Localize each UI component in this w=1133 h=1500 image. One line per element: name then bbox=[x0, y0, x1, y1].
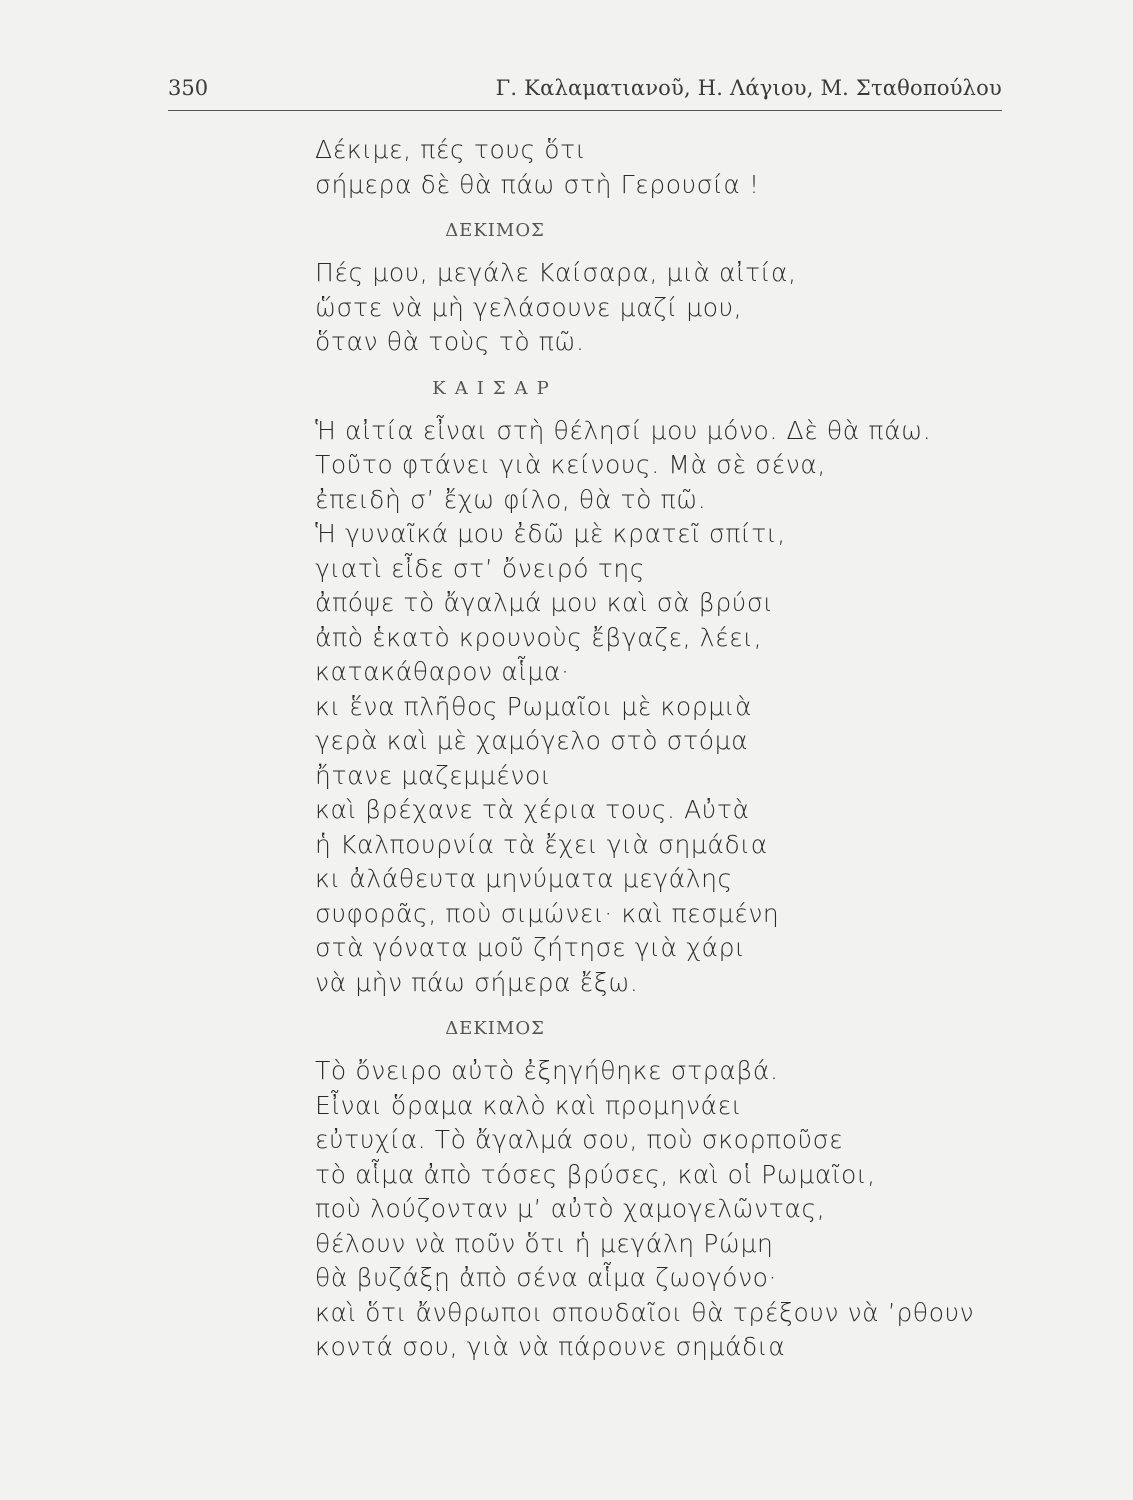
verse-line: θὰ βυζάξῃ ἀπὸ σένα αἷμα ζωογόνο· bbox=[315, 1263, 778, 1292]
verse-line: Πές μου, μεγάλε Καίσαρα, μιὰ αἰτία, bbox=[315, 258, 797, 287]
verse-line: ἡ Καλπουρνία τὰ ἔχει γιὰ σημάδια bbox=[315, 829, 768, 859]
verse-line: εὐτυχία. Τὸ ἄγαλμά σου, ποὺ σκορποῦσε bbox=[315, 1125, 844, 1154]
verse-line: κι ἕνα πλῆθος Ρωμαῖοι μὲ κορμιὰ bbox=[315, 691, 753, 721]
verse-line: τὸ αἷμα ἀπὸ τόσες βρύσες, καὶ οἱ Ρωμαῖοι, bbox=[315, 1159, 876, 1189]
verse-line: ἀπόψε τὸ ἄγαλμά μου καὶ σὰ βρύσι bbox=[315, 588, 774, 617]
verse-line: ἀπὸ ἑκατὸ κρουνοὺς ἔβγαζε, λέει, bbox=[315, 622, 763, 652]
verse-line: καὶ βρέχανε τὰ χέρια τους. Αὐτὰ bbox=[315, 795, 750, 824]
speech-block bbox=[315, 212, 1015, 360]
verse-line: ὥστε νὰ μὴ γελάσουνε μαζί μου, bbox=[315, 292, 743, 322]
verse-line: Τοῦτο φτάνει γιὰ κείνους. Μὰ σὲ σένα, bbox=[315, 450, 826, 479]
verse-line: στὰ γόνατα μοῦ ζήτησε γιὰ χάρι bbox=[315, 933, 746, 962]
verse-line: Ἡ αἰτία εἶναι στὴ θέλησί μου μόνο. Δὲ θὰ πάω. bbox=[315, 415, 932, 445]
verse-line: κοντά σου, γιὰ νὰ πάρουνε σημάδια bbox=[315, 1332, 786, 1361]
verse-line: νὰ μὴν πάω σήμερα ἔξω. bbox=[315, 967, 639, 997]
verse-line: σήμερα δὲ θὰ πάω στὴ Γερουσία ! bbox=[315, 169, 760, 199]
speech-block bbox=[315, 1010, 1015, 1365]
play-text bbox=[315, 133, 1015, 1365]
verse-line: θέλουν νὰ ποῦν ὅτι ἡ μεγάλη Ρώμη bbox=[315, 1228, 774, 1258]
verse-line: Τὸ ὄνειρο αὐτὸ ἐξηγήθηκε στραβά. bbox=[315, 1056, 779, 1085]
speaker-name: ΚΑΙΣΑΡ bbox=[432, 377, 558, 399]
verse-line: ποὺ λούζονταν μ’ αὐτὸ χαμογελῶντας, bbox=[315, 1194, 826, 1223]
verse-line: γιατὶ εἶδε στ’ ὄνειρό της bbox=[315, 553, 646, 583]
page-number: 350 bbox=[168, 76, 209, 100]
speech-block bbox=[315, 370, 1015, 1001]
verse-line: ἐπειδὴ σ’ ἔχω φίλο, θὰ τὸ πῶ. bbox=[315, 484, 707, 514]
verse-line: κι ἀλάθευτα μηνύματα μεγάλης bbox=[315, 864, 733, 893]
verse-line: Εἶναι ὅραμα καλὸ καὶ προμηνάει bbox=[315, 1090, 742, 1120]
verse-line: Ἡ γυναῖκά μου ἐδῶ μὲ κρατεῖ σπίτι, bbox=[315, 519, 786, 548]
running-head: Γ. Καλαματιανοῦ, Η. Λάγιου, Μ. Σταθοπούλου bbox=[495, 76, 1002, 100]
verse-line: ὅταν θὰ τοὺς τὸ πῶ. bbox=[315, 327, 585, 356]
verse-line: συφορᾶς, ποὺ σιμώνει· καὶ πεσμένη bbox=[315, 898, 780, 928]
verse-line: γερὰ καὶ μὲ χαμόγελο στὸ στόμα bbox=[315, 726, 749, 755]
page-header bbox=[168, 72, 1002, 111]
speech-block bbox=[315, 133, 1015, 202]
verse-line: Δέκιμε, πές τους ὅτι bbox=[315, 135, 587, 164]
verse-line: κατακάθαρον αἷμα· bbox=[315, 657, 570, 686]
speaker-name: ΔΕΚΙΜΟΣ bbox=[445, 220, 545, 241]
verse-line: καὶ ὅτι ἄνθρωποι σπουδαῖοι θὰ τρέξουν νὰ ’ρθουν bbox=[315, 1297, 975, 1327]
verse-line: ἤτανε μαζεμμένοι bbox=[315, 760, 552, 790]
speaker-name: ΔΕΚΙΜΟΣ bbox=[445, 1018, 545, 1039]
